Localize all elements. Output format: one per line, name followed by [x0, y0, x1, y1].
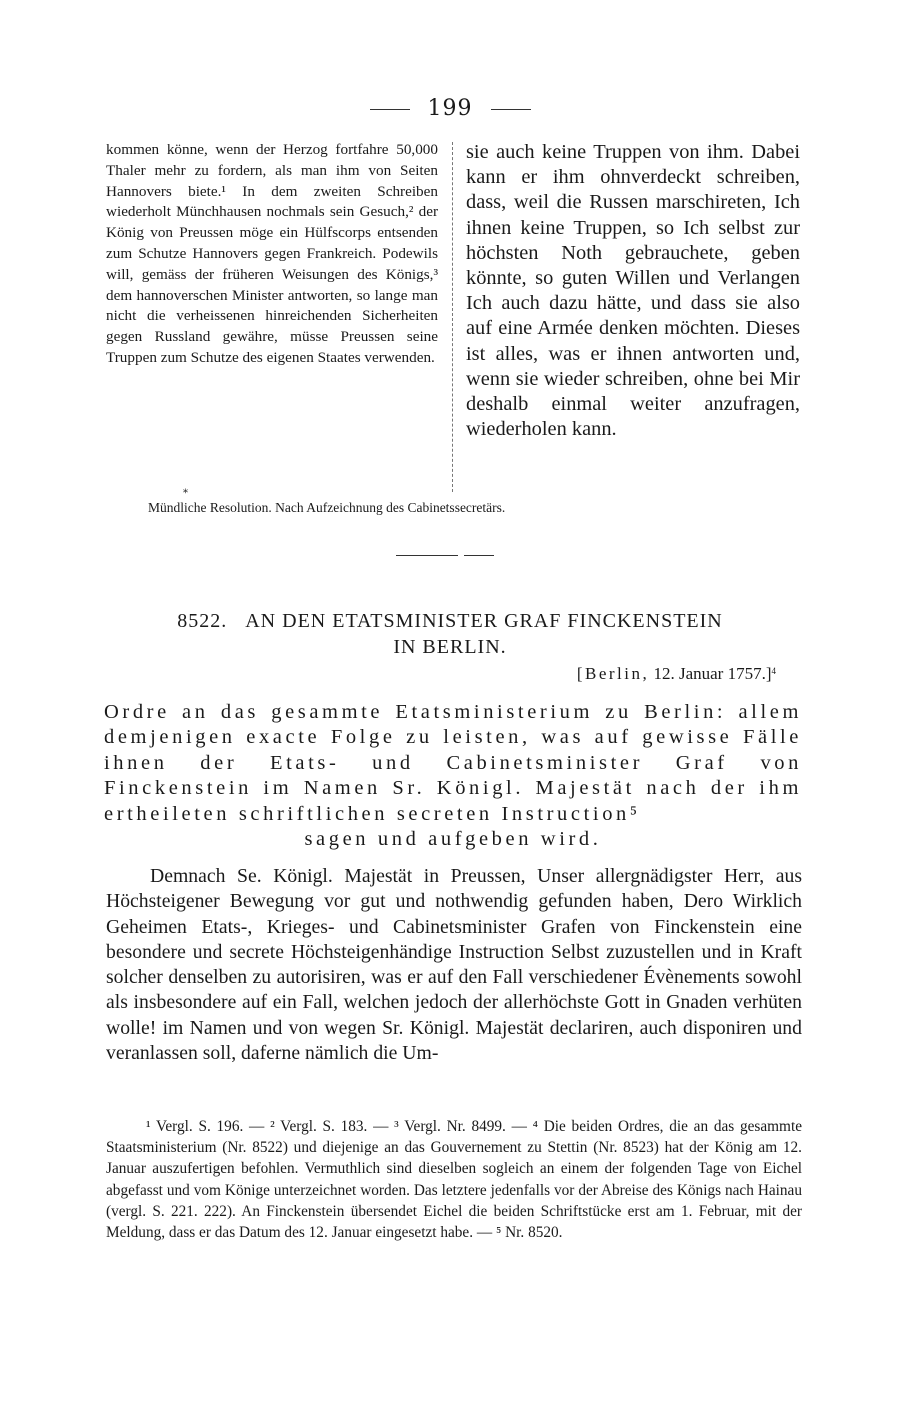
ordre-last-line: sagen und aufgeben wird.: [304, 828, 602, 851]
dateline-place: [Berlin,: [576, 664, 650, 683]
ordre-text: Ordre an das gesammte Etatsministerium zu Berlin: allem demjenigen exacte Folge zu leisten, was auf gewisse Fälle ihnen der Etats- und Cabinetsminister Graf von Finckenstein im Namen Sr. Königl. Majestät nach der ihm ertheileten schriftlichen secreten Instruction⁵: [104, 701, 802, 825]
right-column-resolution: [466, 140, 800, 442]
section-separator: [396, 555, 506, 557]
right-column-text: sie auch keine Truppen von ihm. Dabei kann er ihm ohnverdeckt schreiben, dass, weil die Russen marschireten, Ich ihnen keine Truppen, so Ich selbst zur höchsten Noth gebrauchete, geben könnte, so guten Willen und Verlangen Ich auch dazu hätte, und dass sie also auf eine Armée denken möchten. Dieses ist alles, was er ihnen antworten und, wenn sie wieder schreiben, ohne bei Mir deshalb einmal weiter anzufragen, wiederholen kann.: [466, 141, 800, 441]
head-rule-left: [370, 109, 410, 110]
dateline: [100, 664, 776, 684]
heading-line-2: IN BERLIN.: [393, 636, 507, 658]
left-column-commentary: [106, 140, 438, 369]
heading-line-1: AN DEN ETATSMINISTER GRAF FINCKENSTEIN: [245, 610, 723, 632]
document-heading: [100, 608, 800, 660]
dateline-footnote-ref: 4: [771, 666, 776, 676]
resolution-mark: *: [183, 488, 188, 499]
document-body: [106, 864, 802, 1066]
page-number: 199: [427, 96, 473, 121]
resolution-note: Mündliche Resolution. Nach Aufzeichnung des Cabinetssecretärs.: [148, 500, 506, 515]
left-column-text: kommen könne, wenn der Herzog fortfahre 50,000 Thaler mehr zu fordern, als man ihm von Seiten Hannovers biete.¹ In dem zweiten Schreiben wiederholt Münchhausen nochmals sein Gesuch,² der König von Preussen möge ein Hülfscorps entsenden zum Schutze Hannovers gegen Frankreich. Podewils will, gemäss der früheren Weisungen des Königs,³ dem hannoverschen Minister antworten, so lange man nicht die verheissenen hinreichenden Sicherheiten gegen Russland gewähre, müsse Preussen seine Truppen zum Schutze des eigenen Staates verwenden.: [106, 141, 438, 366]
ordre-summary: [104, 700, 802, 852]
document-number: 8522.: [177, 610, 228, 632]
footnotes-text: ¹ Vergl. S. 196. — ² Vergl. S. 183. — ³ Vergl. Nr. 8499. — ⁴ Die beiden Ordres, die an das gesammte Staatsministerium (Nr. 8522) und diejenige an das Gouvernement zu Stettin (Nr. 8523) hat der König am 12. Januar auszufertigen befohlen. Vermuthlich sind dieselben sogleich an einem der folgenden Tage von Eichel abgefasst und vom Könige unterzeichnet worden. Das letztere jedenfalls vor der Abreise des Königs nach Hainau (vergl. S. 221. 222). An Finckenstein übersendet Eichel die beiden Schriftstücke erst am 1. Februar, mit der Meldung, dass er das Datum des 12. Januar eingesetzt habe. — ⁵ Nr. 8520.: [106, 1118, 802, 1242]
column-divider: [452, 142, 453, 492]
footnotes: [106, 1116, 802, 1243]
dateline-date: 12. Januar 1757.]: [653, 664, 772, 683]
running-head: [0, 96, 900, 121]
head-rule-right: [491, 109, 531, 110]
body-paragraph: Demnach Se. Königl. Majestät in Preussen, Unser allergnädigster Herr, aus Höchsteigener Bewegung vor gut und nothwendig gefunden haben, Dero Wirklich Geheimen Etats-, Krieges- und Cabinetsminister Grafen von Finckenstein eine besondere und secrete Höchsteigenhändige Instruction Selbst zuzustellen und in Kraft solcher denselben zu autorisiren, was er auf den Fall verschiedener Évènements sowohl als insbesondere auf ein Fall, welchen jedoch der allerhöchste Gott in Gnaden verhüten wolle! im Namen und von wegen Sr. Königl. Majestät declariren, auch disponiren und veranlassen soll, daferne nämlich die Um-: [106, 865, 802, 1065]
